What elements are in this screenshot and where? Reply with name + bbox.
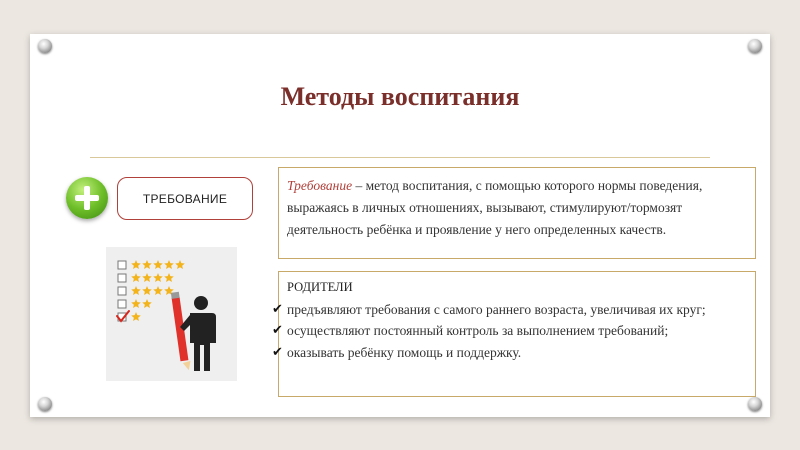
pin-icon bbox=[748, 39, 762, 53]
star-icon bbox=[131, 312, 141, 321]
pin-icon bbox=[38, 397, 52, 411]
checkbox-icon bbox=[118, 287, 126, 295]
checkmark-icon: ✔ bbox=[272, 323, 283, 338]
person-body-icon bbox=[190, 313, 216, 371]
title-divider bbox=[90, 157, 710, 158]
pencil-eraser-icon bbox=[171, 292, 180, 299]
star-icon bbox=[164, 260, 174, 269]
requirement-button[interactable]: ТРЕБОВАНИЕ bbox=[117, 177, 253, 220]
star-icon bbox=[142, 299, 152, 308]
slide-title: Методы воспитания bbox=[280, 82, 520, 111]
star-icon bbox=[131, 273, 141, 282]
person-head-icon bbox=[194, 296, 208, 310]
checkmark-icon: ✔ bbox=[272, 344, 283, 360]
star-icon bbox=[142, 273, 152, 282]
definition-term: Требование bbox=[287, 178, 353, 193]
rating-illustration-svg bbox=[106, 247, 237, 381]
list-item-text: оказывать ребёнку помощь и поддержку. bbox=[287, 344, 522, 360]
list-item bbox=[272, 299, 747, 321]
parents-heading: РОДИТЕЛИ bbox=[287, 280, 353, 294]
definition-box bbox=[278, 167, 756, 259]
pencil-tip-icon bbox=[183, 361, 192, 371]
definition-text: – метод воспитания, с помощью которого нормы поведения, выражаясь в личных отношениях, вызывают, стимулируют/тормозят деятельность ребёнка и проявление у него определенных качеств. bbox=[287, 178, 703, 237]
star-icon bbox=[175, 260, 185, 269]
checkbox-icon bbox=[118, 300, 126, 308]
parents-list bbox=[272, 299, 747, 364]
plus-icon[interactable] bbox=[66, 177, 108, 219]
list-item bbox=[272, 320, 747, 342]
checkbox-icon bbox=[118, 274, 126, 282]
star-icon bbox=[131, 260, 141, 269]
pin-icon bbox=[748, 397, 762, 411]
parents-box bbox=[272, 271, 756, 397]
star-icon bbox=[142, 286, 152, 295]
star-icon bbox=[142, 260, 152, 269]
pin-icon bbox=[38, 39, 52, 53]
star-icon bbox=[153, 260, 163, 269]
checkbox-icon bbox=[118, 261, 126, 269]
star-icon bbox=[164, 273, 174, 282]
star-icon bbox=[131, 299, 141, 308]
star-icon bbox=[153, 273, 163, 282]
star-icon bbox=[131, 286, 141, 295]
list-item bbox=[272, 342, 747, 364]
checkmark-icon: ✔ bbox=[272, 301, 283, 317]
star-icon bbox=[153, 286, 163, 295]
rating-illustration bbox=[106, 247, 237, 381]
list-item-text: осуществляют постоянный контроль за выполнением требований; bbox=[287, 323, 669, 338]
list-item-text: предъявляют требования с самого раннего возраста, увеличивая их круг; bbox=[287, 301, 706, 317]
